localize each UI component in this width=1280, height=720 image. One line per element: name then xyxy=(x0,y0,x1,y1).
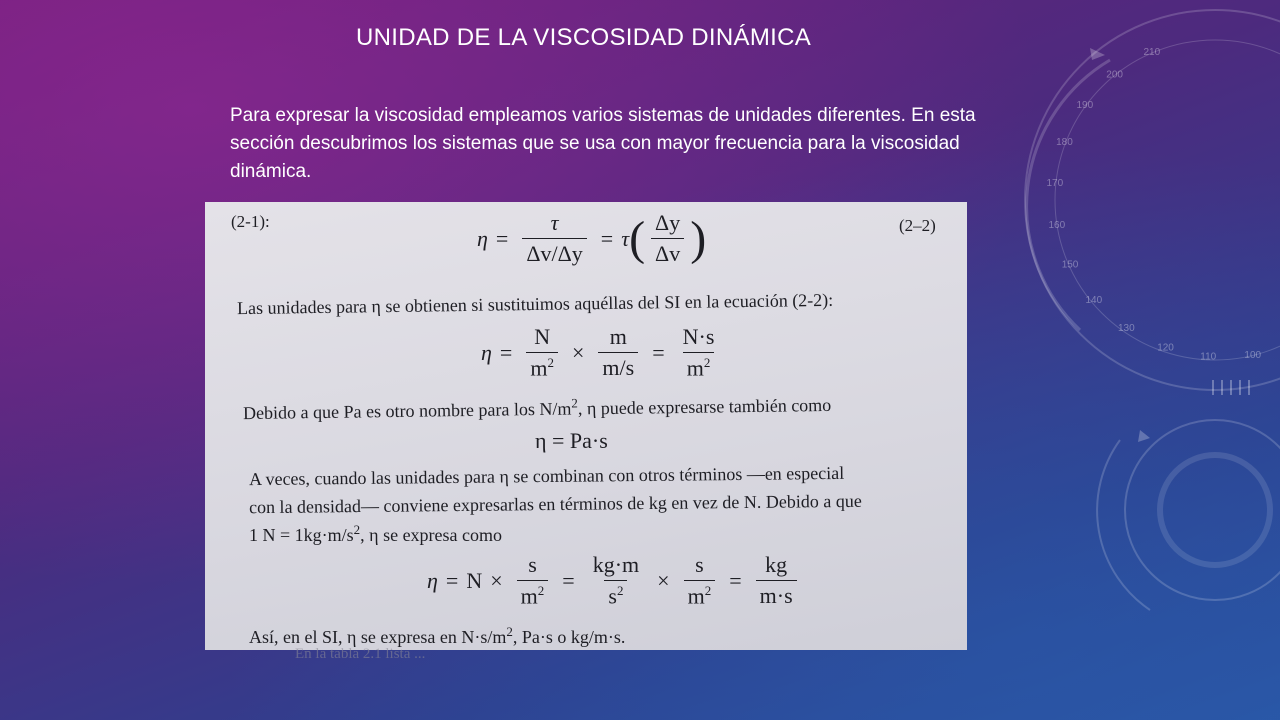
equation-number: (2–2) xyxy=(899,216,936,235)
fraction xyxy=(522,210,586,267)
text-line: Así, en el SI, η se expresa en $N\cdot s/m^2$, Pa·s o kg/m·s. xyxy=(249,624,626,647)
equals-sign: = xyxy=(562,567,575,593)
times-sign: × xyxy=(571,339,585,365)
text-line: Las unidades para η se obtienen si sustituimos aquéllas del SI en la ecuación (2-2): xyxy=(236,289,834,319)
equation-si-units xyxy=(481,324,724,381)
text-line: A veces, cuando las unidades para η se combinan con otros términos —en especial xyxy=(248,462,845,490)
equation-reference: (2-1): xyxy=(231,212,270,231)
fraction-numerator: Δy xyxy=(655,210,681,235)
fraction xyxy=(651,210,684,267)
fraction xyxy=(598,324,638,381)
newton-symbol: N xyxy=(466,567,483,593)
equals-sign: = xyxy=(652,339,665,365)
times-sign: × xyxy=(657,567,670,593)
right-paren: ) xyxy=(690,211,707,265)
fraction-numerator: τ xyxy=(550,210,559,235)
slide-title: UNIDAD DE LA VISCOSIDAD DINÁMICA xyxy=(356,24,812,51)
equals-sign: = xyxy=(499,339,513,365)
cutoff-text-line: En la tabla 2.1 lista ... xyxy=(295,646,426,662)
tau-symbol: τ xyxy=(621,225,630,251)
ruler-label: 120 xyxy=(1157,342,1174,354)
times-sign: × xyxy=(490,567,503,593)
equals-sign: = xyxy=(495,225,509,251)
intro-paragraph: Para expresar la viscosidad empleamos varios sistemas de unidades diferentes. En esta sección descubrimos los sistemas que se usa con mayor frecuencia para la viscosidad dinámica. xyxy=(230,105,976,182)
fraction xyxy=(756,552,797,609)
fraction-denominator: $m^2$ xyxy=(526,352,558,381)
fraction-denominator: m/s xyxy=(598,352,638,381)
fraction-denominator: $m^2$ xyxy=(517,580,549,609)
equals-sign: = xyxy=(445,567,459,593)
ruler-label: 170 xyxy=(1046,178,1064,189)
fraction-numerator: kg·m xyxy=(592,552,640,577)
fraction-numerator: N·s xyxy=(682,324,715,349)
fraction-numerator: s xyxy=(528,552,537,577)
ruler-label: 180 xyxy=(1056,137,1073,149)
ruler-label: 210 xyxy=(1143,46,1161,58)
ruler-label: 140 xyxy=(1085,295,1103,306)
ruler-label: 100 xyxy=(1244,349,1262,361)
ruler-label: 150 xyxy=(1061,259,1079,271)
eta-symbol: η xyxy=(481,339,492,365)
fraction-denominator: Δv/Δy xyxy=(522,238,586,267)
ruler-label: 190 xyxy=(1076,100,1094,112)
fraction xyxy=(679,324,719,381)
fraction-denominator: $m^2$ xyxy=(683,352,715,381)
fraction-numerator: N xyxy=(534,324,551,349)
fraction-denominator: Δv xyxy=(651,238,684,267)
ruler-label: 110 xyxy=(1200,351,1217,363)
eta-symbol: η xyxy=(427,567,438,593)
ruler-label: 160 xyxy=(1048,219,1066,231)
fraction xyxy=(526,324,558,381)
equation-kg-units xyxy=(427,552,803,609)
equation-viscosity-definition xyxy=(477,210,706,267)
text-line: 1 $N = 1kg\cdot m/s^2$, η se expresa como xyxy=(249,522,503,545)
ruler-label: 130 xyxy=(1118,323,1135,335)
ruler-label: 200 xyxy=(1106,69,1123,81)
eta-symbol: η xyxy=(477,225,488,251)
equation-pascal-second: η = Pa·s xyxy=(535,428,608,453)
fraction-numerator: s xyxy=(695,552,704,577)
equals-sign: = xyxy=(729,567,742,593)
fraction xyxy=(589,552,643,609)
fraction-numerator: kg xyxy=(765,552,788,578)
text-line: Debido a que Pa es otro nombre para los $N/m^2$, η puede expresarse también como xyxy=(242,394,832,424)
text-line: con la densidad— conviene expresarlas en términos de kg en vez de N. Debido a que xyxy=(248,490,862,518)
fraction-denominator: $m^2$ xyxy=(684,580,716,609)
fraction-numerator: m xyxy=(609,324,627,350)
fraction-denominator: m·s xyxy=(756,580,797,609)
equals-sign: = xyxy=(600,225,614,251)
textbook-scan-image xyxy=(205,202,967,662)
left-paren: ( xyxy=(629,211,646,265)
fraction-denominator: $s^2$ xyxy=(604,580,627,609)
fraction xyxy=(517,552,549,609)
fraction xyxy=(684,552,716,609)
